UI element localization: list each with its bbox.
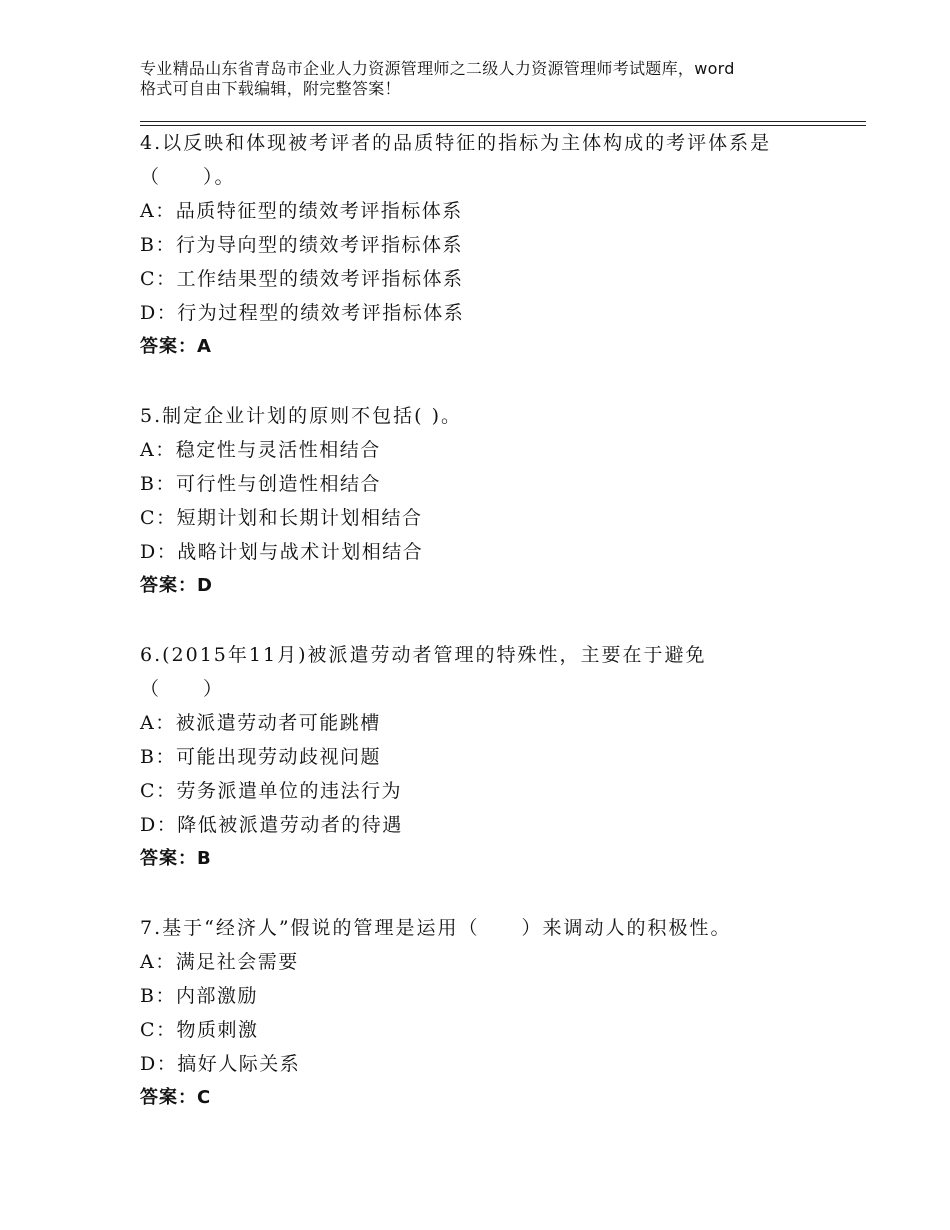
question-5 xyxy=(140,399,860,603)
header-line-2: 格式可自由下载编辑，附完整答案！ xyxy=(140,79,401,98)
option-c: C：短期计划和长期计划相结合 xyxy=(140,507,423,529)
question-6 xyxy=(140,638,860,876)
question-4 xyxy=(140,126,860,364)
option-d: D：搞好人际关系 xyxy=(140,1053,301,1075)
answer: 答案：C xyxy=(140,1087,212,1108)
question-stem: 7.基于“经济人”假说的管理是运用（ ）来调动人的积极性。 xyxy=(140,917,732,939)
answer: 答案：D xyxy=(140,575,213,596)
question-stem: 6.(2015年11月)被派遣劳动者管理的特殊性，主要在于避免 xyxy=(140,644,707,666)
header-line-1: 专业精品山东省青岛市企业人力资源管理师之二级人力资源管理师考试题库，word xyxy=(140,59,735,78)
option-c: C：劳务派遣单位的违法行为 xyxy=(140,780,403,802)
option-d: D：战略计划与战术计划相结合 xyxy=(140,541,424,563)
option-b: B：行为导向型的绩效考评指标体系 xyxy=(140,234,463,256)
option-a: A：被派遣劳动者可能跳槽 xyxy=(140,712,381,734)
answer: 答案：B xyxy=(140,848,212,869)
question-stem-continued: （ ）。 xyxy=(140,166,236,188)
option-d: D：行为过程型的绩效考评指标体系 xyxy=(140,302,465,324)
answer: 答案：A xyxy=(140,336,212,357)
option-d: D：降低被派遣劳动者的待遇 xyxy=(140,814,403,836)
option-a: A：稳定性与灵活性相结合 xyxy=(140,439,381,461)
document-header xyxy=(140,59,840,99)
question-7 xyxy=(140,911,860,1115)
question-stem-continued: （ ） xyxy=(140,678,225,700)
question-stem: 4.以反映和体现被考评者的品质特征的指标为主体构成的考评体系是 xyxy=(140,132,772,154)
option-b: B：可行性与创造性相结合 xyxy=(140,473,381,495)
option-a: A：品质特征型的绩效考评指标体系 xyxy=(140,200,463,222)
option-b: B：可能出现劳动歧视问题 xyxy=(140,746,381,768)
option-b: B：内部激励 xyxy=(140,985,258,1007)
option-a: A：满足社会需要 xyxy=(140,951,299,973)
option-c: C：工作结果型的绩效考评指标体系 xyxy=(140,268,464,290)
question-stem: 5.制定企业计划的原则不包括( )。 xyxy=(140,405,462,427)
option-c: C：物质刺激 xyxy=(140,1019,259,1041)
header-rule-thin xyxy=(140,121,866,122)
